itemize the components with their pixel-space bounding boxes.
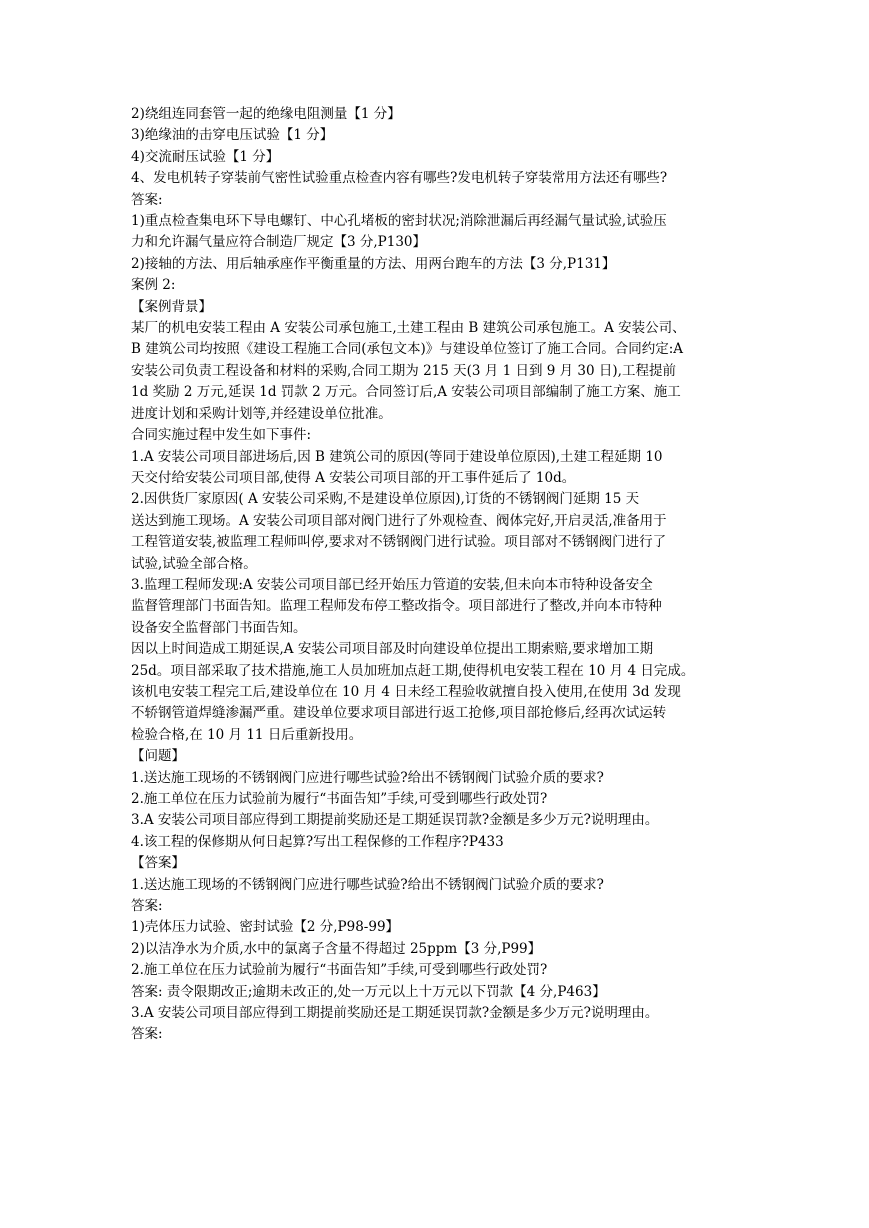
text-line: 1.A 安装公司项目部进场后,因 B 建筑公司的原因(等同于建设单位原因),土建工程延期 10 (131, 448, 663, 465)
text-line: 该机电安装工程完工后,建设单位在 10 月 4 日未经工程验收就擅自投入使用,在使用 3d 发现 (131, 683, 681, 700)
answer-label: 答案: (131, 1026, 163, 1043)
text-line: 进度计划和采购计划等,并经建设单位批准。 (131, 405, 392, 422)
text-line: 1)壳体压力试验、密封试验【2 分,P98-99】 (131, 919, 400, 936)
text-line: 工程管道安装,被监理工程师叫停,要求对不锈钢阀门进行试验。项目部对不锈钢阀门进行了 (131, 534, 667, 551)
text-line: 设备安全监督部门书面告知。 (131, 619, 307, 636)
section-heading-background: 【案例背景】 (131, 298, 212, 315)
text-line: B 建筑公司均按照《建设工程施工合同(承包文本)》与建设单位签订了施工合同。合同约定:A (131, 341, 684, 358)
text-line: 2.因供货厂家原因( A 安装公司采购,不是建设单位原因),订货的不锈钢阀门延期 15 天 (131, 491, 640, 508)
answer-label: 答案: (131, 898, 163, 915)
text-line: 送达到施工现场。A 安装公司项目部对阀门进行了外观检查、阀体完好,开启灵活,准备用于 (131, 512, 667, 529)
text-line: 不轿钢管道焊缝渗漏严重。建设单位要求项目部进行返工抢修,项目部抢修后,经再次试运转 (131, 705, 667, 722)
text-line: 力和允许漏气量应符合制造厂规定【3 分,P130】 (131, 234, 427, 251)
text-line: 检验合格,在 10 月 11 日后重新投用。 (131, 726, 363, 743)
question-line: 1.送达施工现场的不锈钢阀门应进行哪些试验?给出不锈钢阀门试验介质的要求? (131, 769, 604, 786)
question-line: 2.施工单位在压力试验前为履行“书面告知”手续,可受到哪些行政处罚? (131, 791, 548, 807)
text-line: 试验,试验全部合格。 (131, 555, 257, 572)
question-line: 4.该工程的保修期从何日起算?写出工程保修的工作程序?P433 (131, 833, 504, 850)
text-line: 因以上时间造成工期延误,A 安装公司项目部及时向建设单位提出工期索赔,要求增加工期 (131, 641, 654, 658)
section-heading-questions: 【问题】 (131, 748, 185, 765)
section-heading-answers: 【答案】 (131, 855, 185, 872)
text-line: 4)交流耐压试验【1 分】 (131, 148, 280, 165)
question-line: 2.施工单位在压力试验前为履行“书面告知”手续,可受到哪些行政处罚? (131, 962, 548, 979)
text-line: 监督管理部门书面告知。监理工程师发布停工整改指令。项目部进行了整改,并向本市特种 (131, 598, 662, 615)
text-line: 3)绝缘油的击穿电压试验【1 分】 (131, 127, 334, 144)
text-line: 1)重点检查集电环下导电螺钉、中心孔堵板的密封状况;消除泄漏后再经漏气量试验,试验压 (131, 213, 667, 230)
text-line: 某厂的机电安装工程由 A 安装公司承包施工,土建工程由 B 建筑公司承包施工。A 安装公司、 (131, 320, 686, 337)
document-page (131, 104, 741, 1046)
text-line: 1d 奖励 2 万元,延误 1d 罚款 2 万元。合同签订后,A 安装公司项目部编制了施工方案、施工 (131, 384, 681, 401)
text-line: 安装公司负责工程设备和材料的采购,合同工期为 215 天(3 月 1 日到 9 月 30 日),工程提前 (131, 362, 676, 379)
text-line: 2)以洁净水为介质,水中的氯离子含量不得超过 25ppm【3 分,P99】 (131, 940, 542, 957)
text-line: 2)绕组连同套管一起的绝缘电阻测量【1 分】 (131, 106, 401, 122)
case-heading: 案例 2: (131, 277, 176, 294)
text-line: 2)接轴的方法、用后轴承座作平衡重量的方法、用两台跑车的方法【3 分,P131】 (131, 255, 616, 272)
question-line: 1.送达施工现场的不锈钢阀门应进行哪些试验?给出不锈钢阀门试验介质的要求? (131, 876, 604, 893)
text-line: 3.监理工程师发现:A 安装公司项目部已经开始压力管道的安装,但未向本市特种设备安全 (131, 576, 653, 593)
question-line: 4、发电机转子穿装前气密性试验重点检查内容有哪些?发电机转子穿装常用方法还有哪些? (131, 170, 668, 187)
text-line: 合同实施过程中发生如下事件: (131, 427, 312, 444)
question-line: 3.A 安装公司项目部应得到工期提前奖励还是工期延误罚款?金额是多少万元?说明理由。 (131, 812, 659, 829)
text-line: 25d。项目部采取了技术措施,施工人员加班加点赶工期,使得机电安装工程在 10 月 4 日完成。 (131, 662, 695, 679)
question-line: 3.A 安装公司项目部应得到工期提前奖励还是工期延误罚款?金额是多少万元?说明理由。 (131, 1005, 659, 1022)
answer-label: 答案: (131, 191, 163, 208)
text-line: 答案: 责令限期改正;逾期未改正的,处一万元以上十万元以下罚款【4 分,P463】 (131, 983, 606, 1000)
text-line: 天交付给安装公司项目部,使得 A 安装公司项目部的开工事件延后了 10d。 (131, 469, 576, 486)
